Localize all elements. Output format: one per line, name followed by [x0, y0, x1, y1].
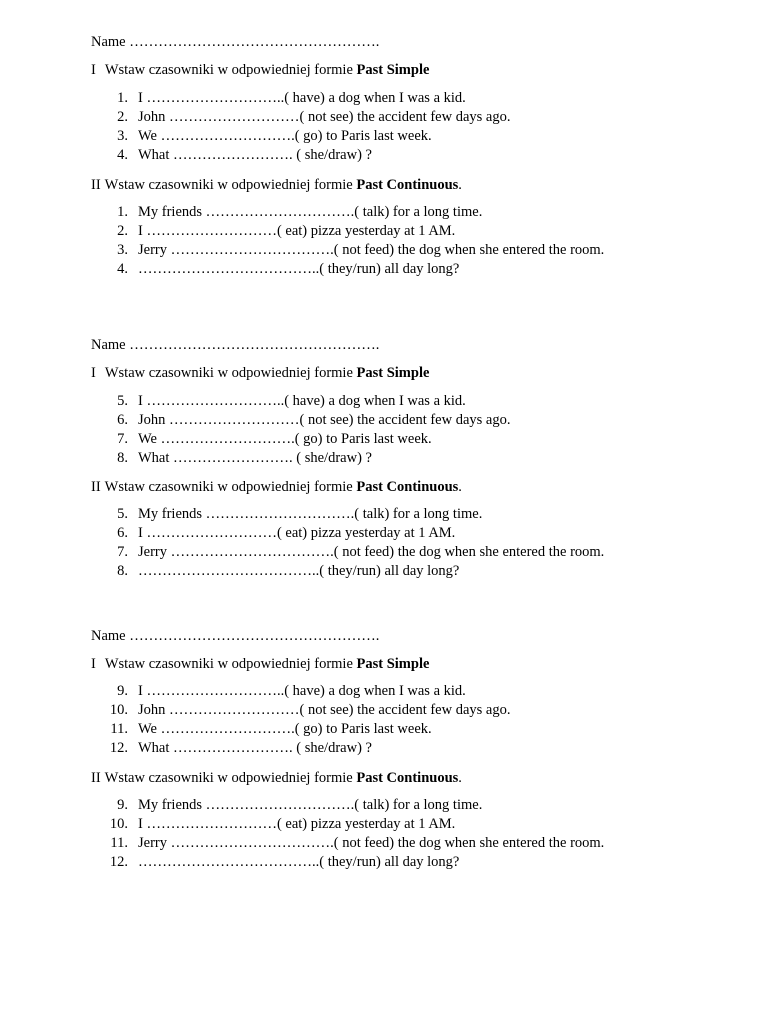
item-sentence: What ……………………. ( she/draw) ?: [138, 740, 372, 756]
list-item: [91, 505, 711, 524]
item-sentence: I ………………………( eat) pizza yesterday at 1 AM.: [138, 223, 456, 239]
item-sentence: I ………………………( eat) pizza yesterday at 1 AM.: [138, 525, 456, 541]
item-number: 3.: [117, 128, 128, 144]
exercise-heading: [91, 654, 711, 674]
item-number: 1.: [117, 90, 128, 106]
item-number: 11.: [110, 835, 128, 851]
item-number: 7.: [117, 544, 128, 560]
item-number: 12.: [109, 854, 128, 870]
tense-name: Past Simple: [356, 656, 430, 672]
item-number: 4.: [117, 261, 128, 277]
item-number: 3.: [117, 242, 128, 258]
list-item: [91, 260, 711, 279]
exercise-instruction: Wstaw czasowniki w odpowiedniej formie: [104, 177, 353, 193]
tense-name: Past Continuous: [356, 479, 459, 495]
list-item: [91, 222, 711, 241]
item-number: 6.: [117, 412, 128, 428]
list-item: [91, 796, 711, 815]
item-sentence: We ……………………….( go) to Paris last week.: [138, 128, 432, 144]
exercise-heading: [91, 175, 711, 195]
item-number: 11.: [110, 721, 128, 737]
name-field-line: Name …………………………………………….: [91, 34, 380, 50]
exercise-instruction: Wstaw czasowniki w odpowiedniej formie: [104, 479, 353, 495]
exercise-heading: [91, 768, 711, 788]
heading-suffix: .: [458, 770, 462, 786]
item-sentence: My friends ………………………….( talk) for a long time.: [138, 204, 483, 220]
list-item: [91, 815, 711, 834]
exercise-number: II: [91, 177, 101, 193]
item-number: 1.: [117, 204, 128, 220]
list-item: [91, 411, 711, 430]
tense-name: Past Continuous: [356, 770, 459, 786]
item-number: 8.: [117, 450, 128, 466]
tense-name: Past Simple: [356, 365, 430, 381]
list-item: [91, 241, 711, 260]
item-sentence: We ……………………….( go) to Paris last week.: [138, 431, 432, 447]
exercise-list: [91, 392, 711, 468]
item-number: 9.: [117, 797, 128, 813]
item-sentence: My friends ………………………….( talk) for a long time.: [138, 797, 483, 813]
exercise-instruction: Wstaw czasowniki w odpowiedniej formie: [104, 365, 353, 381]
list-item: [91, 682, 711, 701]
list-item: [91, 146, 711, 165]
item-sentence: What ……………………. ( she/draw) ?: [138, 147, 372, 163]
exercise-number: I: [91, 365, 96, 381]
item-sentence: I ………………………..( have) a dog when I was a kid.: [138, 393, 466, 409]
item-number: 2.: [117, 109, 128, 125]
exercise-list: [91, 505, 711, 581]
list-item: [91, 127, 711, 146]
item-number: 7.: [117, 431, 128, 447]
exercise-number: I: [91, 656, 96, 672]
item-sentence: I ………………………( eat) pizza yesterday at 1 AM.: [138, 816, 456, 832]
list-item: [91, 543, 711, 562]
item-number: 10.: [109, 816, 128, 832]
name-field-line: Name …………………………………………….: [91, 628, 380, 644]
list-item: [91, 89, 711, 108]
list-item: [91, 853, 711, 872]
list-item: [91, 392, 711, 411]
list-item: [91, 524, 711, 543]
item-sentence: ………………………………..( they/run) all day long?: [138, 563, 460, 579]
name-field-line: Name …………………………………………….: [91, 337, 380, 353]
heading-suffix: .: [458, 479, 462, 495]
item-number: 12.: [109, 740, 128, 756]
tense-name: Past Simple: [356, 62, 430, 78]
list-item: [91, 562, 711, 581]
item-sentence: Jerry …………………………….( not feed) the dog when she entered the room.: [138, 242, 605, 258]
exercise-instruction: Wstaw czasowniki w odpowiedniej formie: [104, 62, 353, 78]
item-sentence: I ………………………..( have) a dog when I was a kid.: [138, 683, 466, 699]
heading-suffix: .: [458, 177, 462, 193]
item-sentence: I ………………………..( have) a dog when I was a kid.: [138, 90, 466, 106]
list-item: [91, 834, 711, 853]
item-number: 10.: [109, 702, 128, 718]
item-sentence: We ……………………….( go) to Paris last week.: [138, 721, 432, 737]
list-item: [91, 449, 711, 468]
tense-name: Past Continuous: [356, 177, 459, 193]
item-sentence: John ………………………( not see) the accident few days ago.: [138, 109, 511, 125]
list-item: [91, 203, 711, 222]
list-item: [91, 108, 711, 127]
list-item: [91, 739, 711, 758]
item-number: 4.: [117, 147, 128, 163]
item-sentence: Jerry …………………………….( not feed) the dog when she entered the room.: [138, 835, 605, 851]
exercise-list: [91, 203, 711, 279]
exercise-heading: [91, 60, 711, 80]
item-number: 5.: [117, 393, 128, 409]
item-number: 8.: [117, 563, 128, 579]
item-sentence: My friends ………………………….( talk) for a long time.: [138, 506, 483, 522]
exercise-list: [91, 89, 711, 165]
exercise-instruction: Wstaw czasowniki w odpowiedniej formie: [104, 656, 353, 672]
item-sentence: Jerry …………………………….( not feed) the dog when she entered the room.: [138, 544, 605, 560]
exercise-list: [91, 796, 711, 872]
list-item: [91, 720, 711, 739]
exercise-number: II: [91, 770, 101, 786]
exercise-heading: [91, 477, 711, 497]
item-sentence: ………………………………..( they/run) all day long?: [138, 854, 460, 870]
item-number: 9.: [117, 683, 128, 699]
item-sentence: What ……………………. ( she/draw) ?: [138, 450, 372, 466]
exercise-heading: [91, 363, 711, 383]
exercise-number: I: [91, 62, 96, 78]
item-number: 2.: [117, 223, 128, 239]
item-sentence: John ………………………( not see) the accident few days ago.: [138, 412, 511, 428]
exercise-instruction: Wstaw czasowniki w odpowiedniej formie: [104, 770, 353, 786]
item-sentence: John ………………………( not see) the accident few days ago.: [138, 702, 511, 718]
list-item: [91, 430, 711, 449]
item-sentence: ………………………………..( they/run) all day long?: [138, 261, 460, 277]
exercise-number: II: [91, 479, 101, 495]
list-item: [91, 701, 711, 720]
exercise-list: [91, 682, 711, 758]
item-number: 6.: [117, 525, 128, 541]
item-number: 5.: [117, 506, 128, 522]
